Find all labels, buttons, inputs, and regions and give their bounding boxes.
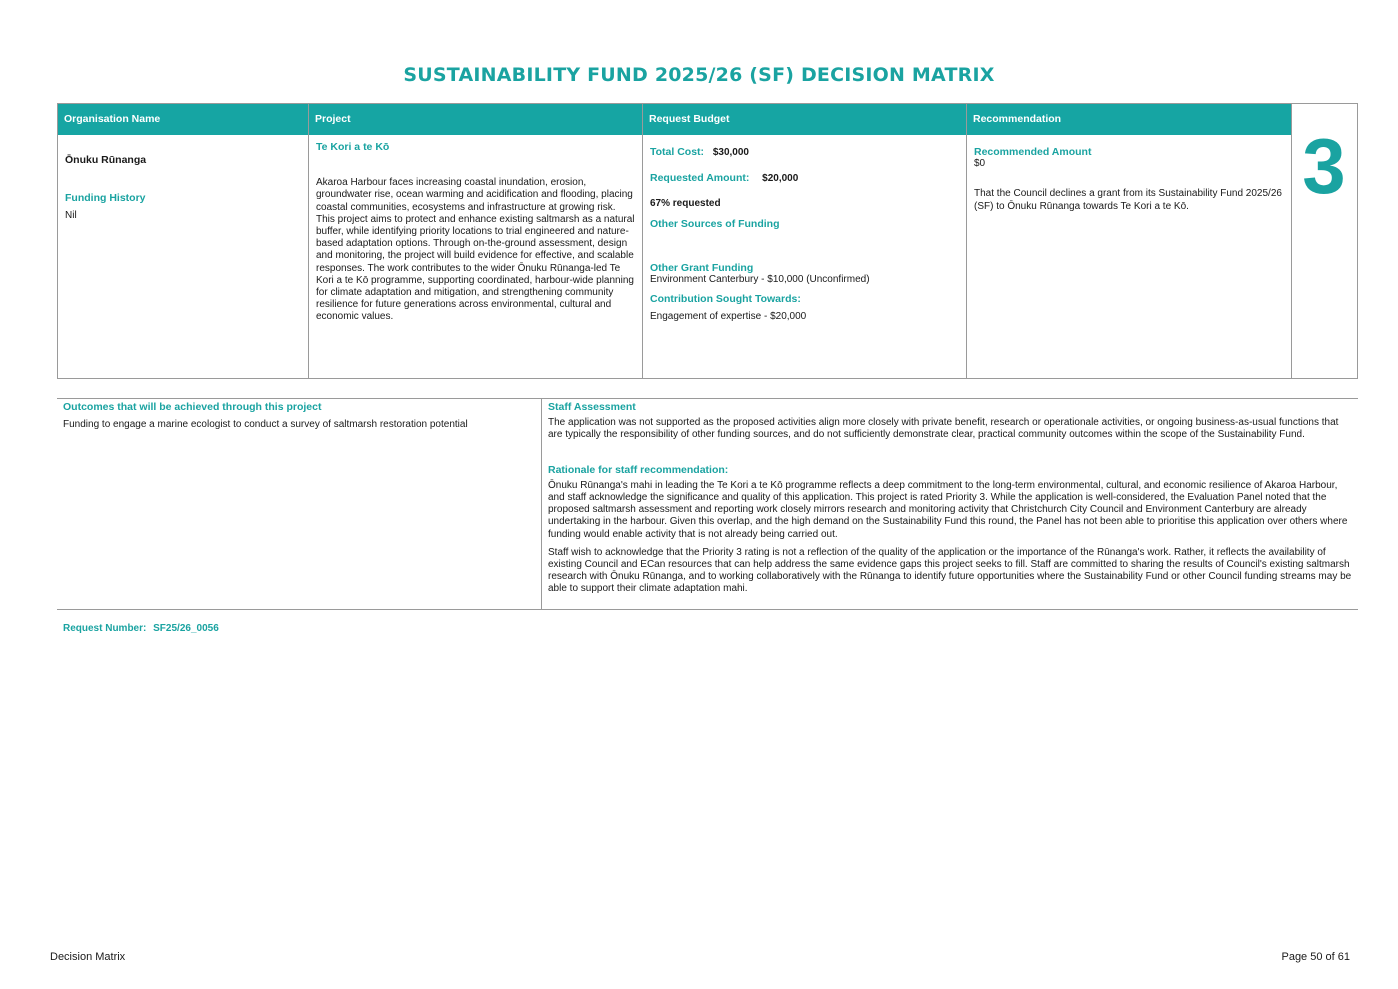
org-header: Organisation Name [58,104,308,135]
requested-amount-label: Requested Amount: [650,172,750,185]
funding-history-label: Funding History [65,192,146,205]
recommended-amount-value: $0 [974,158,986,170]
recommended-amount-label: Recommended Amount [974,146,1092,158]
assessment-section [57,398,1358,610]
total-cost-label: Total Cost: [650,146,705,158]
footer-page-number: Page 50 of 61 [1281,951,1350,963]
recommendation-column [967,104,1292,378]
requested-amount-value: $20,000 [762,173,799,185]
other-grant-label: Other Grant Funding [650,261,754,274]
org-column [58,104,309,378]
footer-title: Decision Matrix [50,951,126,963]
project-header: Project [309,104,642,135]
org-name: Ōnuku Rūnanga [65,154,147,166]
request-number-value: SF25/26_0056 [153,623,219,634]
rationale-label: Rationale for staff recommendation: [548,463,729,476]
priority-number: 3 [1302,122,1346,210]
budget-column [643,104,967,378]
staff-assessment-text: The application was not supported as the proposed activities align more closely with private benefit, research or operationale activities, or ongoing business-as-usual functions that are typically the responsibility of other funding sources, and do not sufficiently demonstrate clear, practical community outcomes within the scope of the Sustainability Fund. [548,417,1339,441]
project-name: Te Kori a te Kō [316,141,390,153]
request-number [63,623,219,634]
staff-assessment-cell [542,399,1358,609]
priority-cell [1291,104,1357,378]
recommendation-text: That the Council declines a grant from its Sustainability Fund 2025/26 (SF) to Ōnuku Rūnanga towards Te Kori a te Kō. [974,188,1282,212]
request-number-label: Request Number: [63,623,147,634]
percent-requested: 67% requested [650,198,721,210]
decision-matrix-table [57,103,1358,379]
page-title: SUSTAINABILITY FUND 2025/26 (SF) DECISION MATRIX [403,64,995,86]
outcomes-cell [57,399,542,609]
budget-header: Request Budget [643,104,966,135]
total-cost-value: $30,000 [712,147,749,158]
other-sources-label: Other Sources of Funding [650,217,780,230]
contribution-label: Contribution Sought Towards: [650,293,801,306]
outcomes-label: Outcomes that will be achieved through this project [63,401,322,413]
staff-assessment-label: Staff Assessment [548,401,636,413]
recommendation-header: Recommendation [967,104,1292,135]
rationale-paragraph-1: Ōnuku Rūnanga's mahi in leading the Te Kori a te Kō programme reflects a deep commitment to the long-term environmental, cultural, and economic resilience of Akaroa Harbour, and staff acknowledge the significance and quality of this application. This project is rated Priority 3. While the application is well-considered, the Evaluation Panel noted that the proposed saltmarsh assessment and reporting work closely mirrors research and monitoring activity that Christchurch City Council and Environment Canterbury are already undertaking in the harbour. Given this overlap, and the high demand on the Sustainability Fund this round, the Panel has not been able to prioritise this application over others where funding would enable activity that is not already being carried out. [548,479,1348,540]
other-grant-value: Environment Canterbury - $10,000 (Unconfirmed) [650,274,870,286]
rationale-paragraph-2: Staff wish to acknowledge that the Priority 3 rating is not a reflection of the quality of the application or the importance of the Rūnanga's work. Rather, it reflects the availability of existing Council and ECan resources that can help address the same evidence gaps this project seeks to fill. Staff are committed to sharing the results of Council's existing saltmarsh research with Ōnuku Rūnanga, and to working collaboratively with the Rūnanga to identify future opportunities where the Sustainability Fund or other Council funding streams may be able to support their climate adaptation mahi. [548,546,1352,595]
contribution-value: Engagement of expertise - $20,000 [650,311,807,323]
funding-history-value: Nil [65,210,77,222]
project-column [309,104,643,378]
project-description: Akaroa Harbour faces increasing coastal inundation, erosion, groundwater rise, ocean warming and acidification and flooding, placing coastal communities, ecosystems and infrastructure at growing risk. This project aims to protect and enhance existing saltmarsh as a natural buffer, while identifying priority locations to trial engineered and nature-based adaptation options. Through on-the-ground assessment, design and monitoring, the project will build evidence for effective, and scalable responses. The work contributes to the wider Ōnuku Rūnanga-led Te Kori a te Kō programme, supporting coordinated, harbour-wide planning for climate adaptation and mitigation, and strengthening community resilience for future generations across environmental, cultural and economic values. [316,177,635,323]
outcomes-text: Funding to engage a marine ecologist to conduct a survey of saltmarsh restoration potential [63,419,468,431]
